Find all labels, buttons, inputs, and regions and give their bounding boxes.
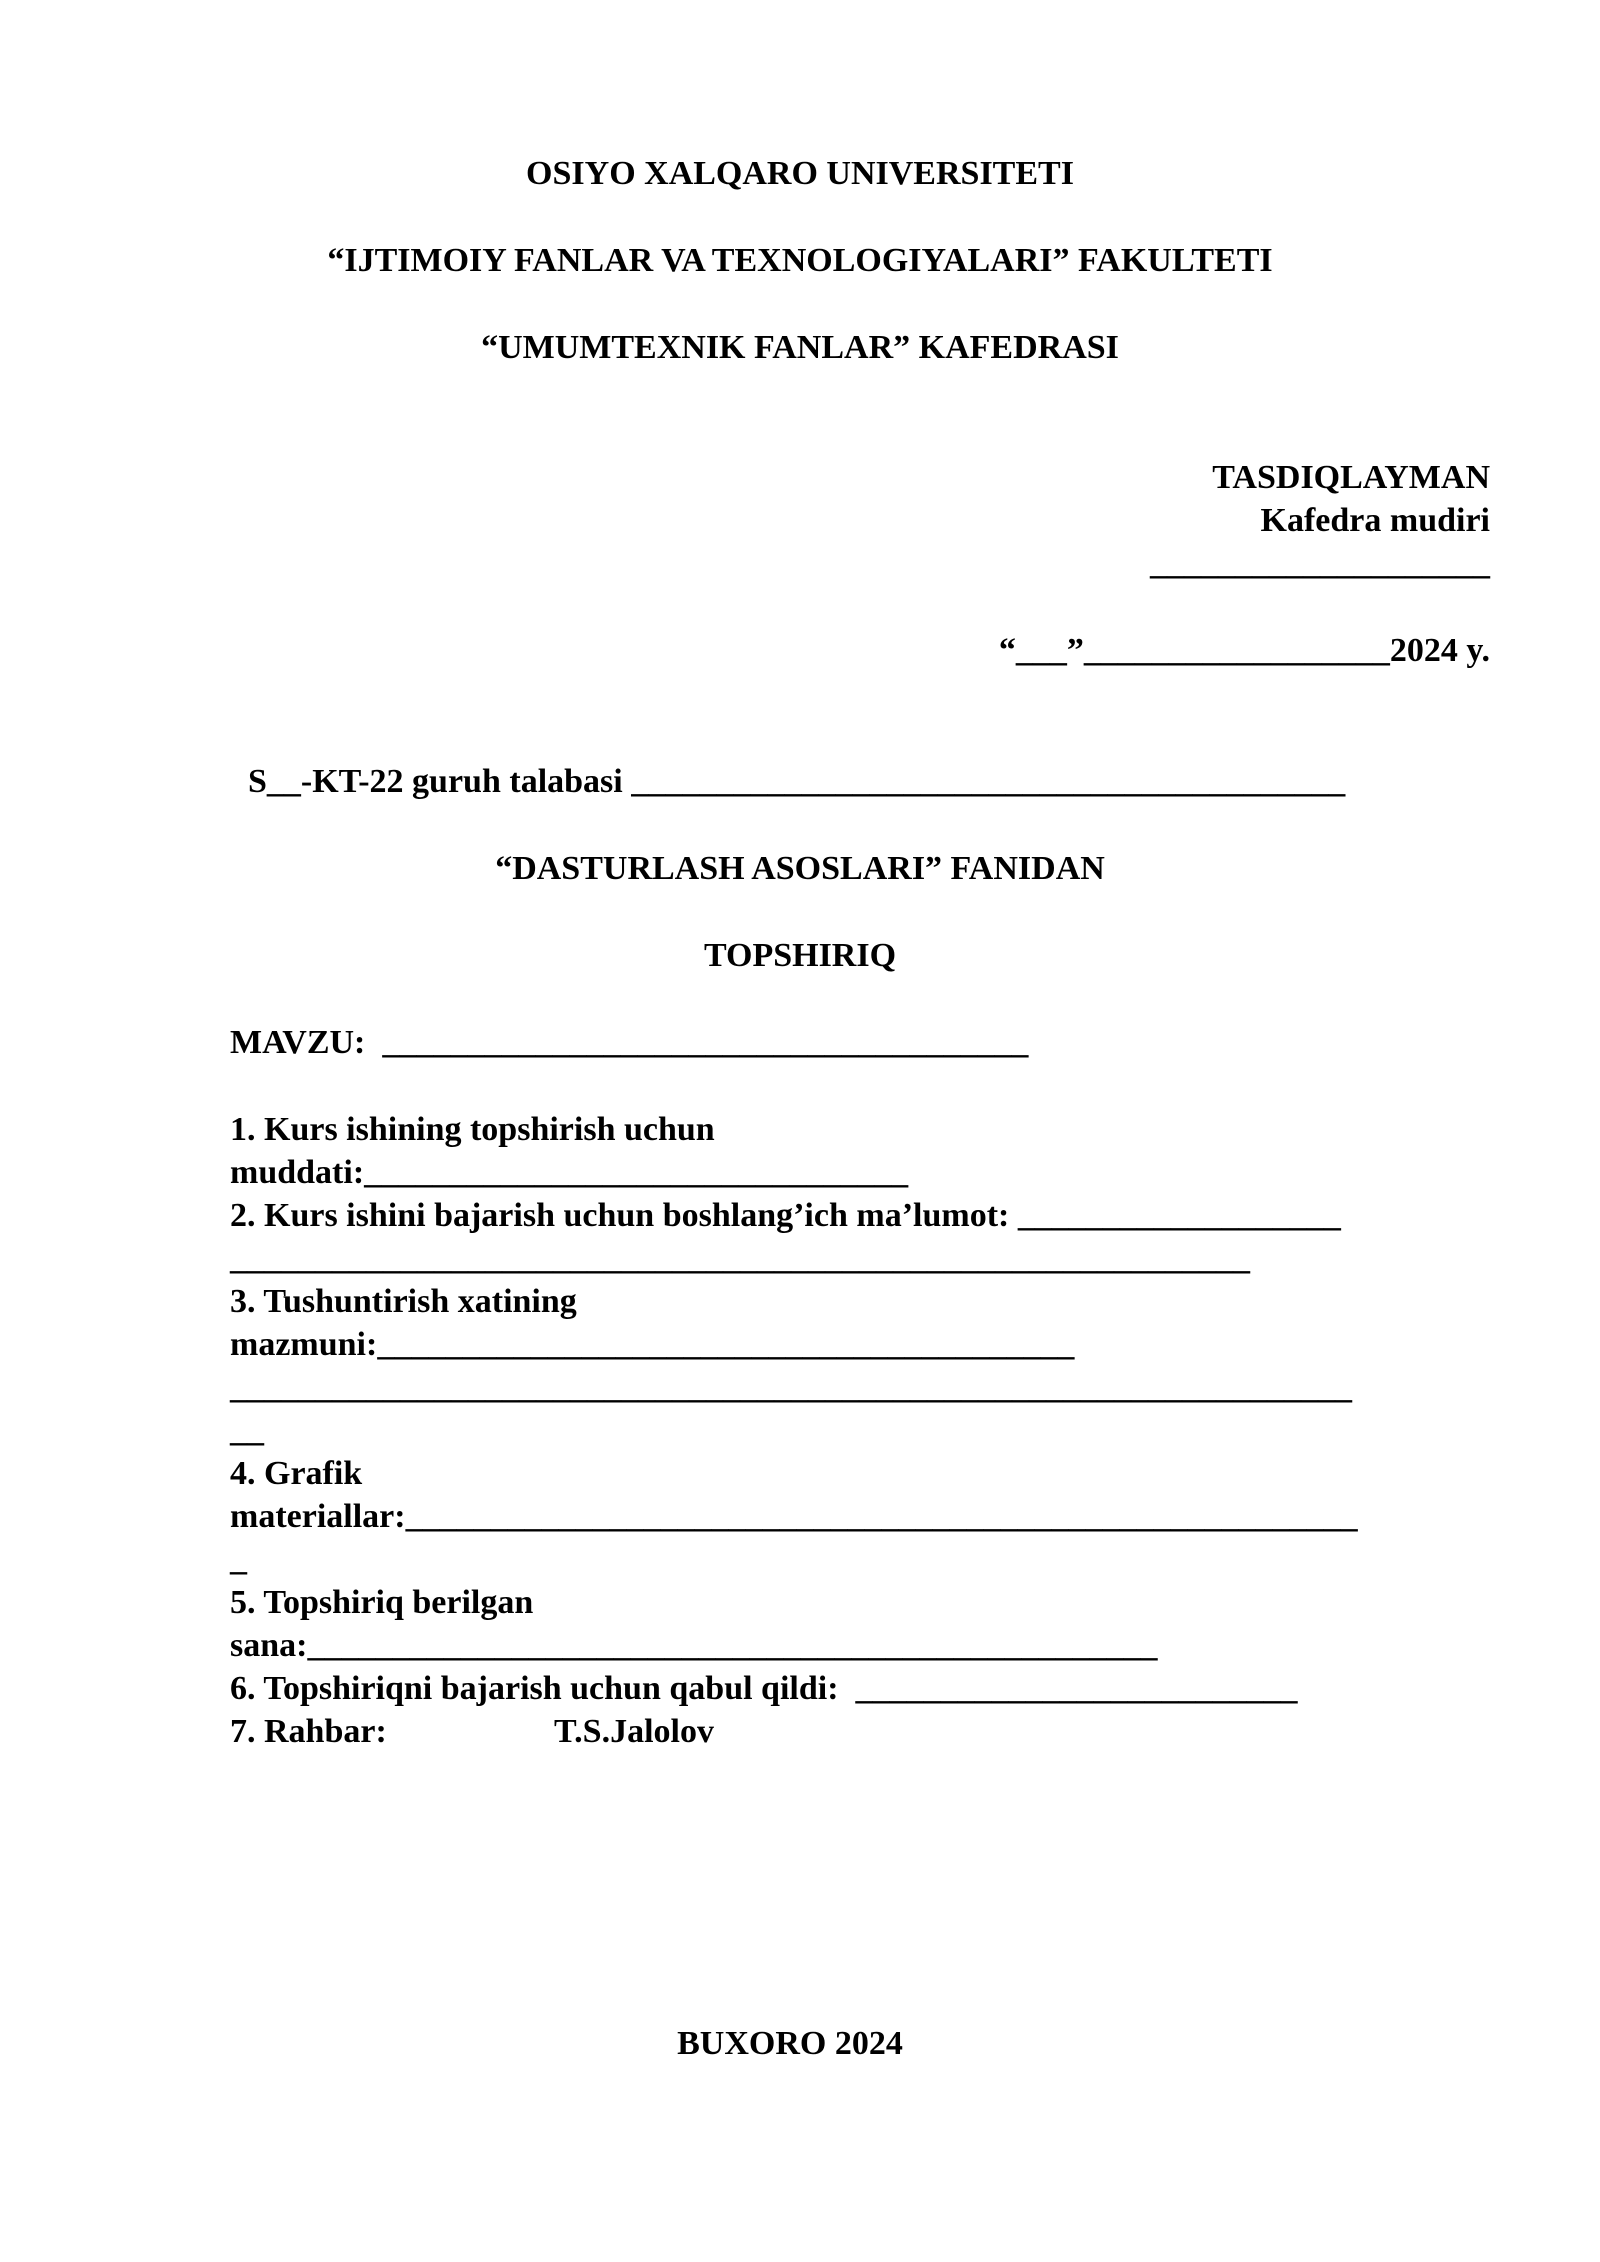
item-6-line: 6. Topshiriqni bajarish uchun qabul qildi: __________________________ <box>230 1670 1298 1707</box>
item-3-line-2: mazmuni:_________________________________________ <box>230 1326 1075 1363</box>
item-3-line-3: __________________________________________________________________ <box>230 1369 1352 1406</box>
supervisor-name: T.S.Jalolov <box>554 1713 714 1750</box>
item-2-line-1: 2. Kurs ishini bajarish uchun boshlang’ich ma’lumot: ___________________ <box>230 1197 1341 1234</box>
item-4-line-3: _ <box>230 1541 247 1578</box>
item-7-label: 7. Rahbar: <box>230 1713 387 1750</box>
item-5-line-2: sana:__________________________________________________ <box>230 1627 1158 1664</box>
approval-title: TASDIQLAYMAN <box>1212 459 1490 496</box>
item-5-line-1: 5. Topshiriq berilgan <box>230 1584 534 1621</box>
item-1-line-1: 1. Kurs ishining topshirish uchun <box>230 1111 715 1148</box>
footer-place-year: BUXORO 2024 <box>677 2025 903 2062</box>
approval-date-line: “___”__________________2024 y. <box>998 632 1490 669</box>
document-title: TOPSHIRIQ <box>703 937 897 974</box>
item-1-line-2: muddati:________________________________ <box>230 1154 909 1191</box>
item-3-line-4: __ <box>230 1412 264 1449</box>
item-4-line-1: 4. Grafik <box>230 1455 363 1492</box>
subject-title: “DASTURLASH ASOSLARI” FANIDAN <box>495 850 1105 887</box>
faculty-name: “IJTIMOIY FANLAR VA TEXNOLOGIYALARI” FAKULTETI <box>327 242 1273 279</box>
item-3-line-1: 3. Tushuntirish xatining <box>230 1283 577 1320</box>
item-2-line-2: ____________________________________________________________ <box>230 1240 1250 1277</box>
approval-role: Kafedra mudiri <box>1260 502 1490 539</box>
university-name: OSIYO XALQARO UNIVERSITETI <box>526 155 1074 192</box>
signature-line: ____________________ <box>1150 545 1490 582</box>
topic-line: MAVZU: ______________________________________ <box>230 1024 1029 1061</box>
student-line: S__-KT-22 guruh talabasi __________________________________________ <box>248 763 1346 800</box>
department-name: “UMUMTEXNIK FANLAR” KAFEDRASI <box>481 329 1119 366</box>
item-4-line-2: materiallar:________________________________________________________ <box>230 1498 1358 1535</box>
